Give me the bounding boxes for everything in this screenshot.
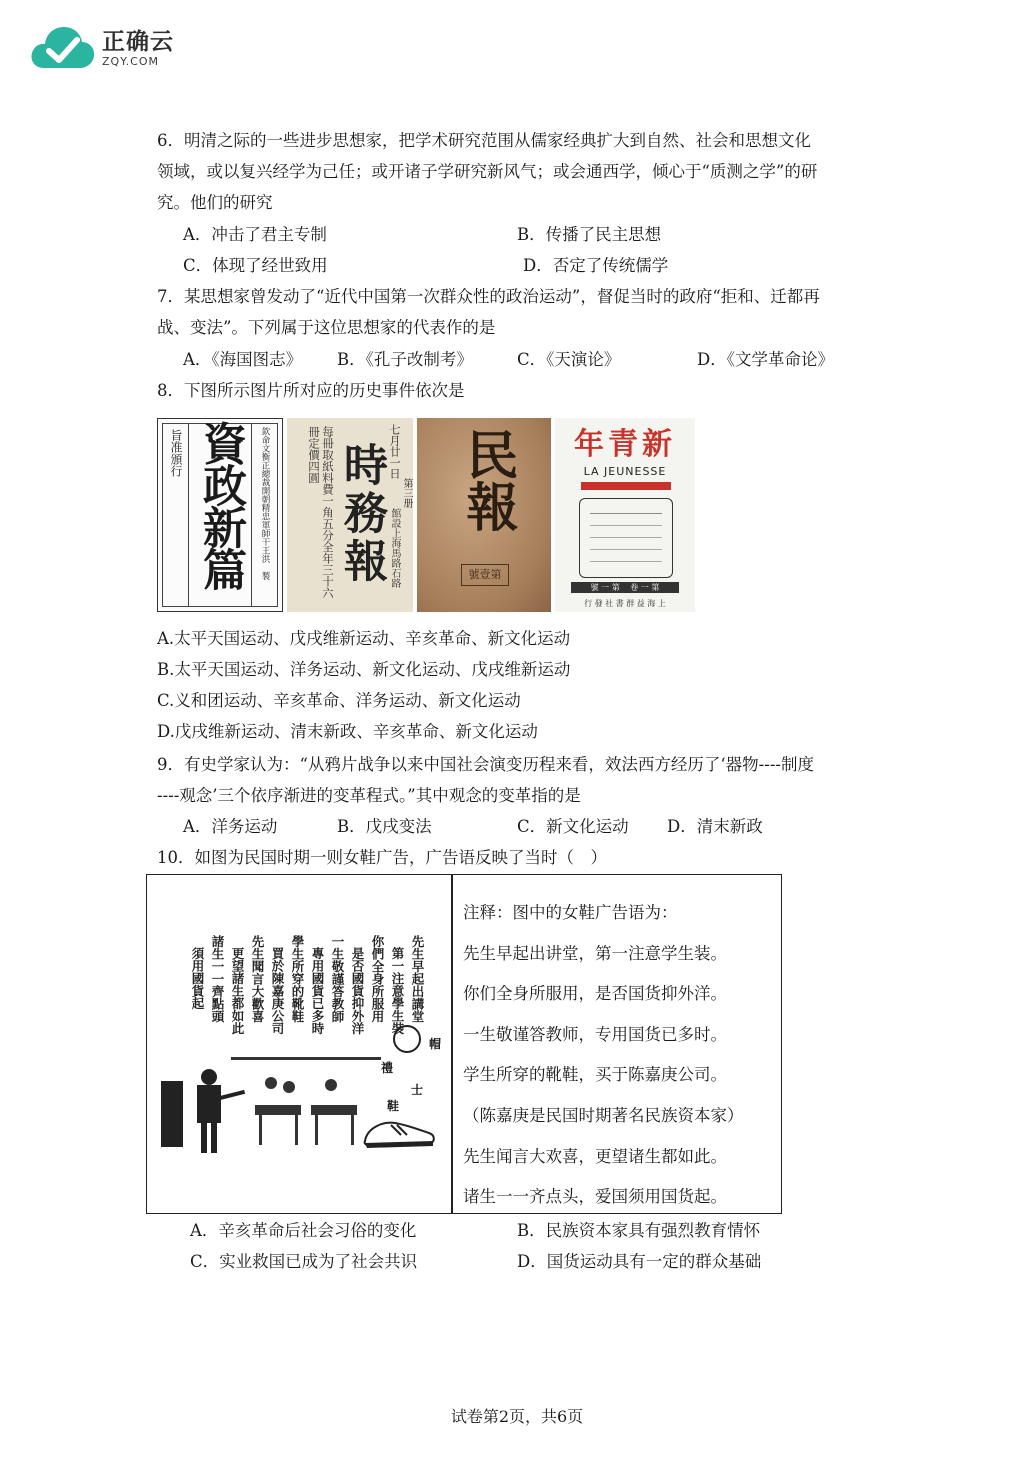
q8-option-a: A.太平天国运动、戊戌维新运动、辛亥革命、新文化运动 xyxy=(157,629,571,648)
ad-verse-column: 學生所穿的靴鞋 xyxy=(290,935,305,1023)
q10-option-c: C．实业救国已成为了社会共识 xyxy=(190,1252,418,1271)
q8-stem: 8．下图所示图片所对应的历史事件依次是 xyxy=(157,381,465,400)
ad-verse-column: 先生聞言大歡喜 xyxy=(250,935,265,1023)
q10-option-b: B．民族资本家具有强烈教育情怀 xyxy=(517,1221,761,1240)
ad-verse-column: 諸生一一齊點頭 xyxy=(210,935,225,1023)
cover1-side-right: 欽命文衡正總裁開朝精忠軍師干王洪 製 xyxy=(260,427,270,580)
q9-stem-line-1: 9．有史学家认为：“从鸦片战争以来中国社会演变历程来看，效法西方经历了‘器物----制度 xyxy=(157,755,814,774)
ad-label-mao: 帽 xyxy=(429,1037,442,1051)
q8-option-c: C.义和团运动、辛亥革命、洋务运动、新文化运动 xyxy=(157,691,521,710)
ad-note-line: 学生所穿的靴鞋，买于陈嘉庚公司。 xyxy=(463,1065,727,1085)
ad-verse-column: 一生敬謹答教師 xyxy=(330,935,345,1023)
ad-verse-column: 你們全身所服用 xyxy=(370,935,385,1023)
q8-image-row xyxy=(157,418,697,612)
zizheng-xinpian-cover xyxy=(157,418,283,612)
q6-stem-line-3: 究。他们的研究 xyxy=(157,193,273,212)
ad-note-line: 一生敬谨答教师，专用国货已多时。 xyxy=(463,1024,727,1044)
cover2-issue: 第三册 xyxy=(401,478,412,508)
ad-label-shi: 士 xyxy=(411,1083,424,1097)
q7-stem-line-2: 战、变法”。下列属于这位思想家的代表作的是 xyxy=(157,318,496,337)
cloud-check-icon xyxy=(30,24,96,72)
cover4-issue-bar: 號 一 第 卷 一 第 xyxy=(571,582,679,593)
minbao-cover xyxy=(417,418,551,612)
q9-option-c: C．新文化运动 xyxy=(517,817,629,836)
q6-stem-line-2: 领域，或以复兴经学为己任；或开诸子学研究新风气；或会通西学，倾心于“质测之学”的研 xyxy=(157,162,818,181)
q9-option-b: B．戊戌变法 xyxy=(337,817,432,836)
q9-option-d: D．清末新政 xyxy=(667,817,763,836)
ad-label-li: 禮 xyxy=(381,1061,394,1075)
ad-note-line: 你们全身所服用，是否国货抑外洋。 xyxy=(463,984,727,1004)
cover4-subtitle: LA JEUNESSE xyxy=(583,465,667,478)
ad-verse-column: 先生早起出講堂 xyxy=(410,935,425,1023)
q8-option-d: D.戊戌维新运动、清末新政、辛亥革命、新文化运动 xyxy=(157,722,538,741)
q7-option-c: C．《天演论》 xyxy=(517,350,621,369)
q9-stem-line-2: ----观念’三个依序渐进的变革程式。”其中观念的变革指的是 xyxy=(157,786,581,805)
ad-verse-column: 須用國貨起 xyxy=(190,947,205,1010)
q9-option-a: A．洋务运动 xyxy=(183,817,278,836)
ad-verse-column: 是否國貨抑外洋 xyxy=(350,947,365,1035)
q6-option-c: C．体现了经世致用 xyxy=(183,256,328,275)
ad-note-line: 先生早起出讲堂，第一注意学生装。 xyxy=(463,943,727,963)
xinqingnian-cover xyxy=(555,418,695,612)
ad-label-xie: 鞋 xyxy=(387,1099,400,1113)
ad-verse-column: 第一注意學生裝 xyxy=(390,947,405,1035)
ad-note-line: 诸生一一齐点头，爱国须用国货起。 xyxy=(463,1187,727,1207)
q6-stem-line-1: 6．明清之际的一些进步思想家，把学术研究范围从儒家经典扩大到自然、社会和思想文化 xyxy=(157,131,811,150)
ad-annotation xyxy=(463,893,744,1218)
q7-option-a: A．《海国图志》 xyxy=(183,350,303,369)
ad-verse-column: 專用國貨已多時 xyxy=(310,947,325,1035)
q10-stem: 10．如图为民国时期一则女鞋广告，广告语反映了当时（ ） xyxy=(157,848,607,867)
cover2-title: 時務報 xyxy=(336,442,387,586)
ad-verse-column: 買於陳嘉庚公司 xyxy=(270,947,285,1035)
ad-note-line: 先生闻言大欢喜，更望诸生都如此。 xyxy=(463,1146,727,1166)
q8-option-b: B.太平天国运动、洋务运动、新文化运动、戊戌维新运动 xyxy=(157,660,571,679)
cover1-side-left: 旨准頒行 xyxy=(169,429,183,477)
cover4-title: 新青年 xyxy=(574,427,676,462)
ad-verse-column: 更望諸生都如此 xyxy=(230,947,245,1035)
brand-logo xyxy=(30,24,174,72)
cover2-address: 館設上海馬路石路 xyxy=(389,508,400,588)
ad-illustration xyxy=(161,935,443,1195)
cover4-footer: 行 發 社 書 群 益 海 上 xyxy=(584,599,666,608)
ad-note-line: （陈嘉庚是民国时期著名民族资本家） xyxy=(463,1105,744,1125)
page-footer: 试卷第2页，共6页 xyxy=(450,1407,584,1426)
q6-option-a: A．冲击了君主专制 xyxy=(183,225,327,244)
cover1-title: 資政新篇 xyxy=(195,421,246,589)
q7-option-d: D．《文学革命论》 xyxy=(697,350,834,369)
ad-note-title: 注释：图中的女鞋广告语为： xyxy=(463,903,678,922)
q6-option-b: B．传播了民主思想 xyxy=(517,225,662,244)
cover3-title: 民報 xyxy=(457,428,518,532)
cover2-price-text: 每冊取紙料費一角五分全年三十六冊定價四圓 xyxy=(307,426,335,599)
cover3-issue: 號壹第 xyxy=(461,564,509,586)
q6-option-d: D．否定了传统儒学 xyxy=(523,256,669,275)
q7-stem-line-1: 7．某思想家曾发动了“近代中国第一次群众性的政治运动”，督促当时的政府“拒和、迁都再 xyxy=(157,287,820,306)
shoe-icon xyxy=(361,1115,437,1149)
q7-option-b: B．《孔子改制考》 xyxy=(337,350,473,369)
q10-option-a: A．辛亥革命后社会习俗的变化 xyxy=(190,1221,417,1240)
brand-name: 正确云 xyxy=(102,28,174,55)
brand-domain: ZQY.COM xyxy=(102,54,160,68)
cover2-date: 七月廿一日 xyxy=(388,424,401,479)
shiwubao-cover xyxy=(287,418,413,612)
q10-option-d: D．国货运动具有一定的群众基础 xyxy=(517,1252,762,1271)
shoe-advertisement xyxy=(146,874,782,1214)
